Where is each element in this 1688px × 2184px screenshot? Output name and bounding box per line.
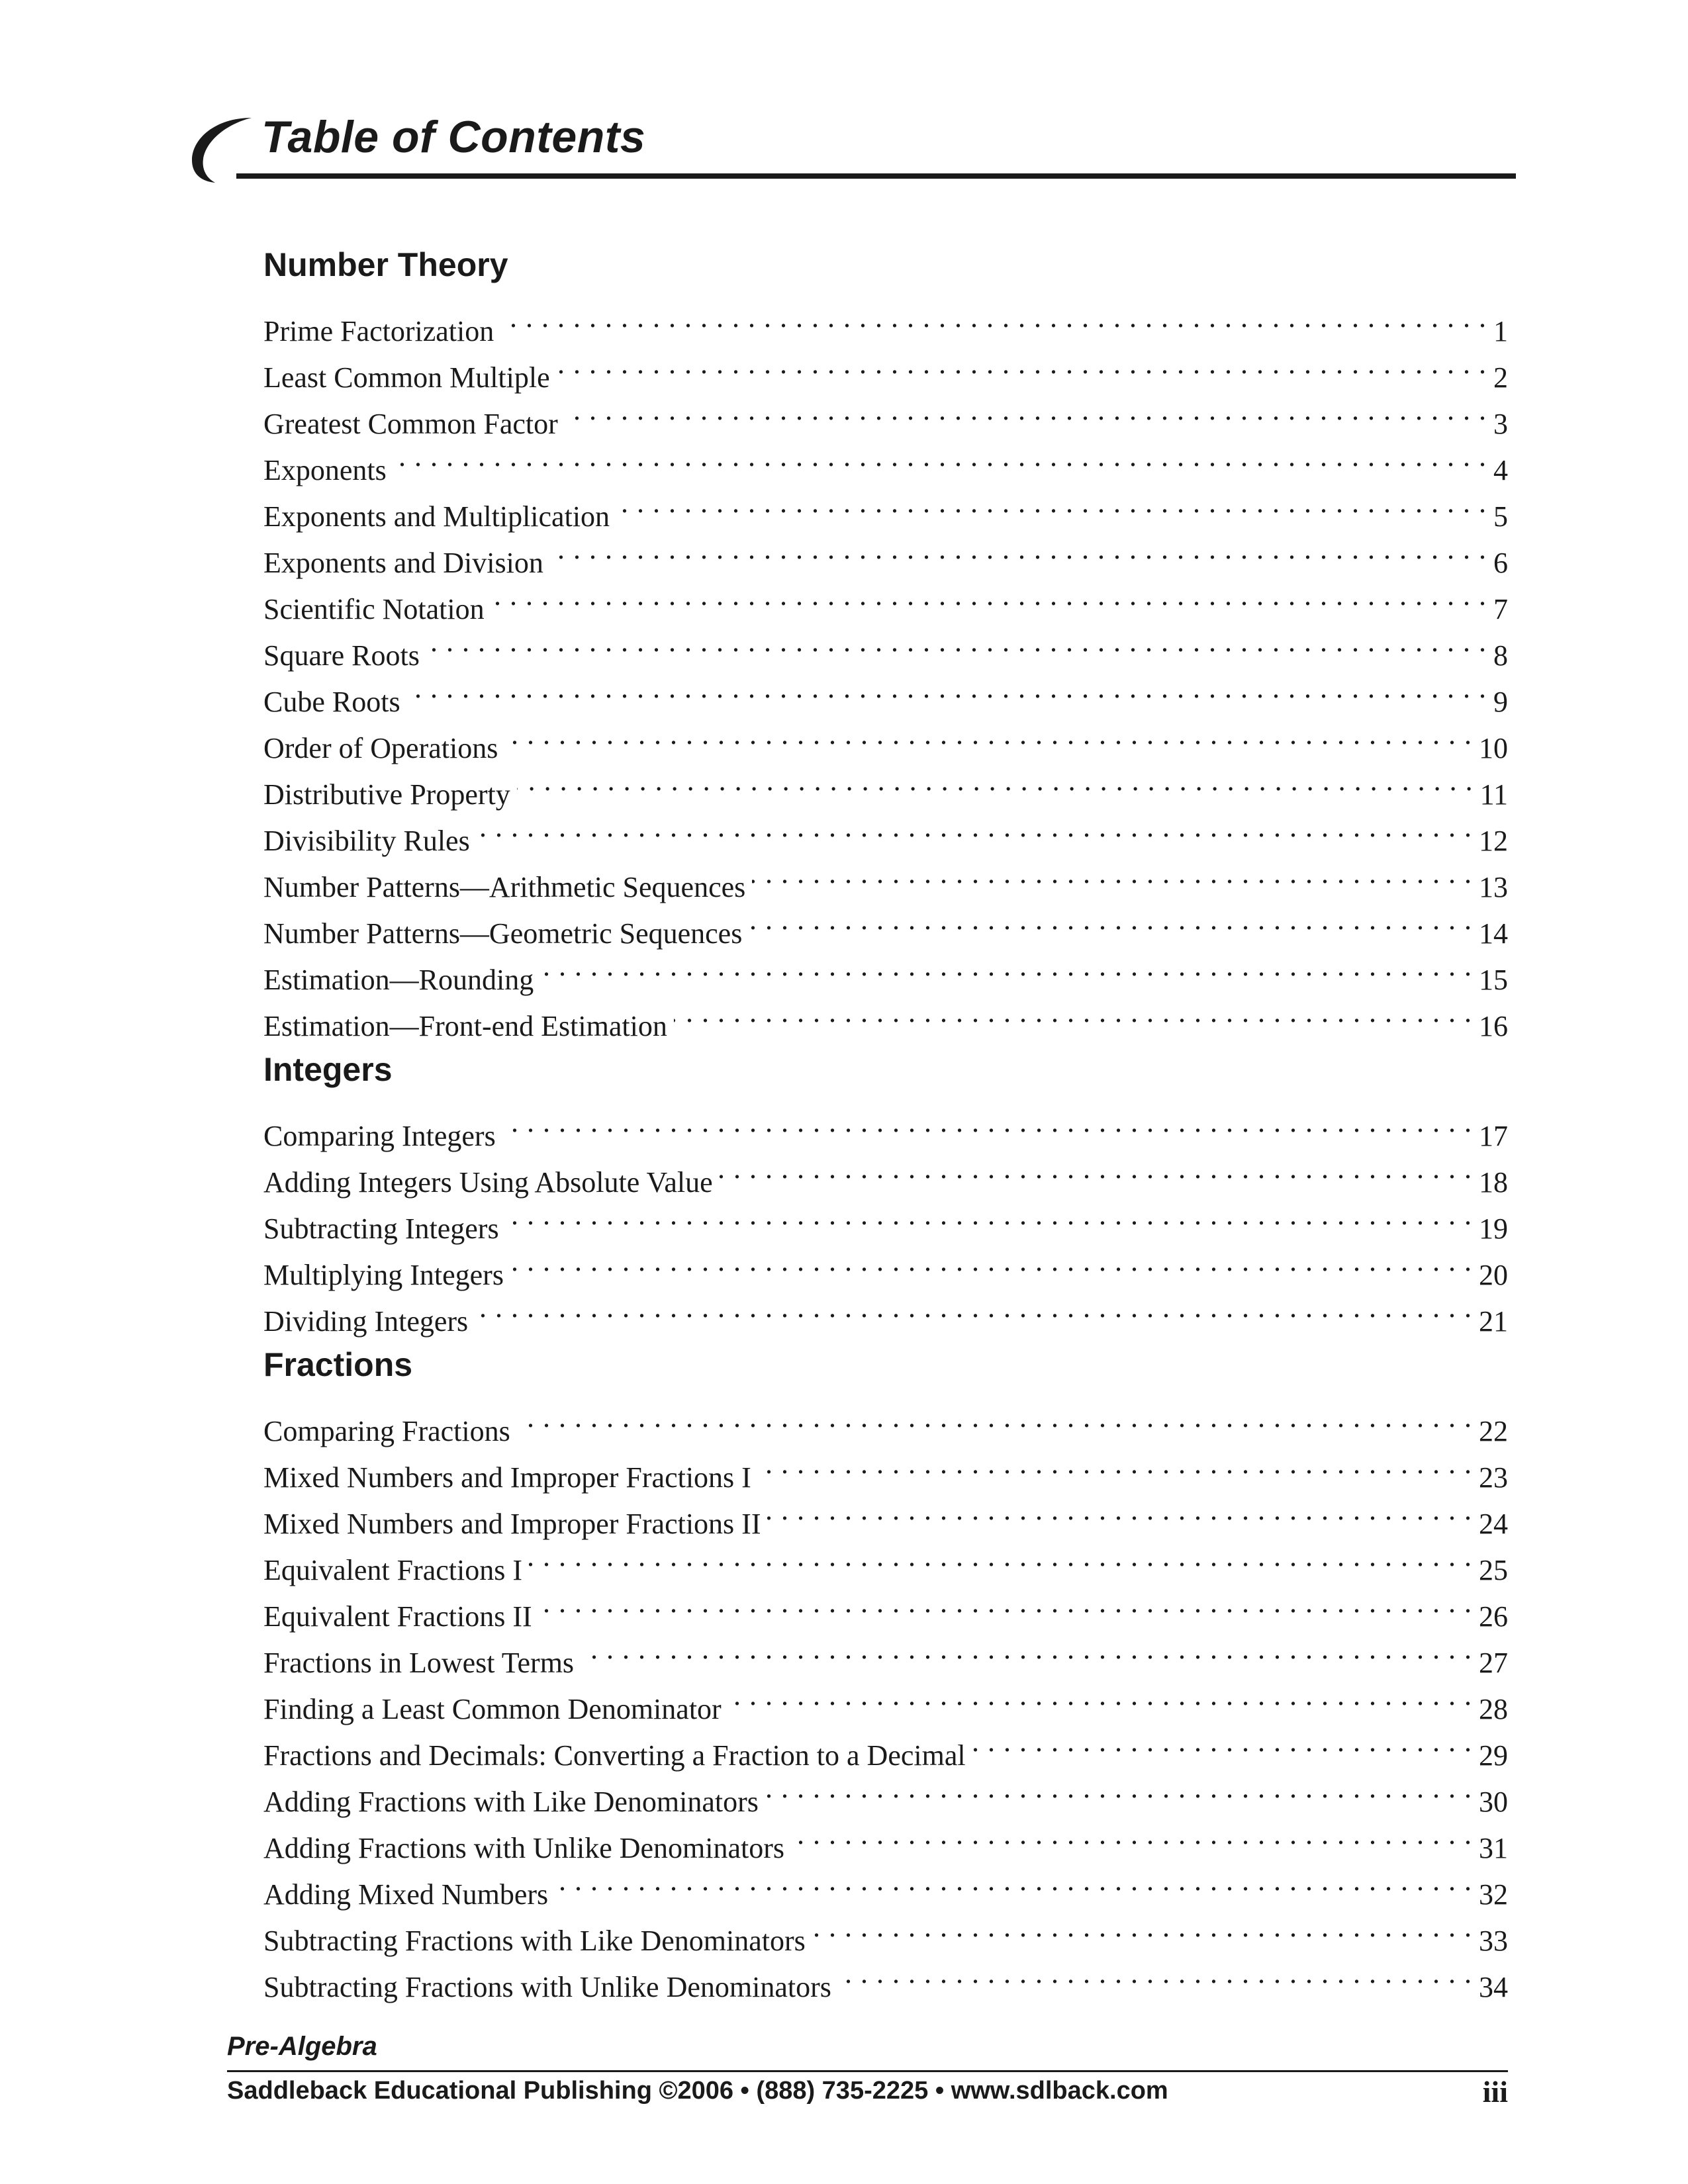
dot-leader bbox=[393, 433, 1487, 480]
dot-leader bbox=[728, 1672, 1472, 1719]
toc-entry-page: 10 bbox=[1479, 732, 1508, 764]
toc-entry-page: 27 bbox=[1479, 1647, 1508, 1679]
dot-leader bbox=[720, 1146, 1472, 1192]
toc-entry-title: Estimation—Rounding bbox=[263, 964, 534, 996]
dot-leader bbox=[550, 526, 1487, 572]
footer-page-number: iii bbox=[1482, 2075, 1508, 2109]
section-heading: Integers bbox=[263, 1051, 393, 1088]
toc-entry-title: Adding Fractions with Like Denominators bbox=[263, 1786, 759, 1818]
toc-entry-title: Equivalent Fractions II bbox=[263, 1600, 532, 1633]
toc-entry-title: Distributive Property bbox=[263, 778, 510, 811]
toc-entry bbox=[263, 1394, 1508, 1447]
dot-leader bbox=[838, 1950, 1472, 1997]
toc-entry-page: 31 bbox=[1479, 1832, 1508, 1864]
toc-entry-page: 7 bbox=[1493, 593, 1508, 625]
toc-entry-title: Estimation—Front-end Estimation bbox=[263, 1010, 667, 1042]
dot-leader bbox=[517, 758, 1474, 804]
section-heading: Number Theory bbox=[263, 246, 508, 283]
toc-entry-page: 22 bbox=[1479, 1415, 1508, 1447]
toc-entry-title: Adding Mixed Numbers bbox=[263, 1878, 549, 1911]
dot-leader bbox=[502, 1099, 1472, 1146]
toc-entry-title: Square Roots bbox=[263, 639, 420, 672]
toc-entry-title: Comparing Fractions bbox=[263, 1415, 510, 1447]
dot-leader bbox=[616, 480, 1487, 526]
toc-entry-page: 8 bbox=[1493, 639, 1508, 672]
dot-leader bbox=[555, 1858, 1472, 1904]
toc-entry bbox=[263, 711, 1508, 764]
toc-entry-page: 11 bbox=[1479, 778, 1508, 811]
toc-entry-title: Least Common Multiple bbox=[263, 361, 550, 394]
toc-entry-title: Equivalent Fractions I bbox=[263, 1554, 523, 1586]
dot-leader bbox=[565, 387, 1487, 433]
dot-leader bbox=[812, 1904, 1472, 1950]
toc-section bbox=[263, 235, 1508, 1042]
toc-entry bbox=[263, 619, 1508, 672]
toc-entry-page: 15 bbox=[1479, 964, 1508, 996]
toc-entry-title: Subtracting Fractions with Like Denominators bbox=[263, 1925, 806, 1957]
dot-leader bbox=[506, 1192, 1472, 1238]
toc-entry-page: 23 bbox=[1479, 1461, 1508, 1494]
toc-entry-title: Subtracting Integers bbox=[263, 1212, 499, 1245]
toc-entry bbox=[263, 295, 1508, 347]
page-header bbox=[189, 106, 1513, 185]
dot-leader bbox=[529, 1533, 1472, 1580]
dot-leader bbox=[504, 711, 1472, 758]
toc-entry-page: 24 bbox=[1479, 1508, 1508, 1540]
toc-entry-title: Subtracting Fractions with Unlike Denominators bbox=[263, 1971, 831, 2003]
toc-entry bbox=[263, 1099, 1508, 1152]
toc-entry-page: 13 bbox=[1479, 871, 1508, 903]
toc-entry-title: Mixed Numbers and Improper Fractions I bbox=[263, 1461, 751, 1494]
toc-entry-title: Order of Operations bbox=[263, 732, 498, 764]
toc-entry-page: 6 bbox=[1493, 547, 1508, 579]
toc-entry-page: 2 bbox=[1493, 361, 1508, 394]
toc-entry-page: 29 bbox=[1479, 1739, 1508, 1772]
toc-entry-page: 30 bbox=[1479, 1786, 1508, 1818]
dot-leader bbox=[972, 1719, 1472, 1765]
dot-leader bbox=[539, 1580, 1472, 1626]
toc-entry-title: Finding a Least Common Denominator bbox=[263, 1693, 722, 1725]
toc-entry-page: 16 bbox=[1479, 1010, 1508, 1042]
dot-leader bbox=[491, 572, 1487, 619]
section-heading: Fractions bbox=[263, 1346, 413, 1383]
table-of-contents bbox=[263, 235, 1508, 2003]
toc-entry-title: Exponents and Division bbox=[263, 547, 543, 579]
page-title: Table of Contents bbox=[261, 112, 646, 162]
toc-entry bbox=[263, 665, 1508, 718]
toc-entry-title: Divisibility Rules bbox=[263, 825, 470, 857]
toc-entry-title: Number Patterns—Geometric Sequences bbox=[263, 917, 743, 950]
toc-entry-page: 17 bbox=[1479, 1120, 1508, 1152]
toc-entry-page: 19 bbox=[1479, 1212, 1508, 1245]
toc-entry-title: Exponents bbox=[263, 454, 387, 486]
toc-entry-title: Fractions in Lowest Terms bbox=[263, 1647, 575, 1679]
dot-leader bbox=[500, 295, 1487, 341]
toc-entry-title: Scientific Notation bbox=[263, 593, 485, 625]
toc-entry-title: Cube Roots bbox=[263, 686, 400, 718]
header-rule bbox=[236, 173, 1516, 179]
toc-entry-page: 32 bbox=[1479, 1878, 1508, 1911]
footer-publisher-line: Saddleback Educational Publishing ©2006 • (888) 735-2225 • www.sdlback.com bbox=[227, 2077, 1168, 2105]
toc-entry-title: Number Patterns—Arithmetic Sequences bbox=[263, 871, 746, 903]
dot-leader bbox=[674, 989, 1472, 1036]
dot-leader bbox=[475, 1285, 1472, 1331]
dot-leader bbox=[540, 943, 1472, 989]
toc-section bbox=[263, 1040, 1508, 1338]
toc-entry-title: Exponents and Multiplication bbox=[263, 500, 610, 533]
dot-leader bbox=[581, 1626, 1472, 1672]
dot-leader bbox=[517, 1394, 1472, 1441]
footer-book-title: Pre-Algebra bbox=[227, 2032, 377, 2061]
dot-leader bbox=[767, 1487, 1472, 1533]
dot-leader bbox=[749, 897, 1472, 943]
toc-section bbox=[263, 1335, 1508, 2003]
toc-entry bbox=[263, 433, 1508, 486]
footer-rule bbox=[227, 2070, 1508, 2072]
toc-entry-title: Multiplying Integers bbox=[263, 1259, 504, 1291]
toc-entry-page: 3 bbox=[1493, 408, 1508, 440]
dot-leader bbox=[426, 619, 1487, 665]
dot-leader bbox=[765, 1765, 1472, 1811]
toc-entry-page: 4 bbox=[1493, 454, 1508, 486]
dot-leader bbox=[510, 1238, 1472, 1285]
toc-entry-title: Mixed Numbers and Improper Fractions II bbox=[263, 1508, 761, 1540]
toc-entry-page: 20 bbox=[1479, 1259, 1508, 1291]
toc-entry-page: 9 bbox=[1493, 686, 1508, 718]
dot-leader bbox=[791, 1811, 1472, 1858]
toc-entry-title: Greatest Common Factor bbox=[263, 408, 558, 440]
toc-entry-title: Comparing Integers bbox=[263, 1120, 496, 1152]
toc-entry bbox=[263, 480, 1508, 533]
toc-entry-title: Adding Integers Using Absolute Value bbox=[263, 1166, 713, 1199]
toc-entry-title: Dividing Integers bbox=[263, 1305, 469, 1338]
toc-entry-page: 28 bbox=[1479, 1693, 1508, 1725]
toc-entry-page: 5 bbox=[1493, 500, 1508, 533]
toc-entry-page: 34 bbox=[1479, 1971, 1508, 2003]
toc-entry-page: 21 bbox=[1479, 1305, 1508, 1338]
toc-entry-page: 14 bbox=[1479, 917, 1508, 950]
toc-entry-page: 25 bbox=[1479, 1554, 1508, 1586]
page-footer bbox=[227, 2032, 1508, 2109]
toc-entry-page: 12 bbox=[1479, 825, 1508, 857]
dot-leader bbox=[557, 341, 1487, 387]
dot-leader bbox=[407, 665, 1487, 711]
toc-entry-title: Fractions and Decimals: Converting a Fraction to a Decimal bbox=[263, 1739, 966, 1772]
toc-entry-page: 33 bbox=[1479, 1925, 1508, 1957]
toc-entry-title: Adding Fractions with Unlike Denominators bbox=[263, 1832, 785, 1864]
toc-entry-page: 18 bbox=[1479, 1166, 1508, 1199]
dot-leader bbox=[477, 804, 1472, 850]
dot-leader bbox=[758, 1441, 1472, 1487]
toc-entry-page: 1 bbox=[1493, 315, 1508, 347]
toc-entry-page: 26 bbox=[1479, 1600, 1508, 1633]
dot-leader bbox=[752, 850, 1472, 897]
toc-entry-title: Prime Factorization bbox=[263, 315, 494, 347]
